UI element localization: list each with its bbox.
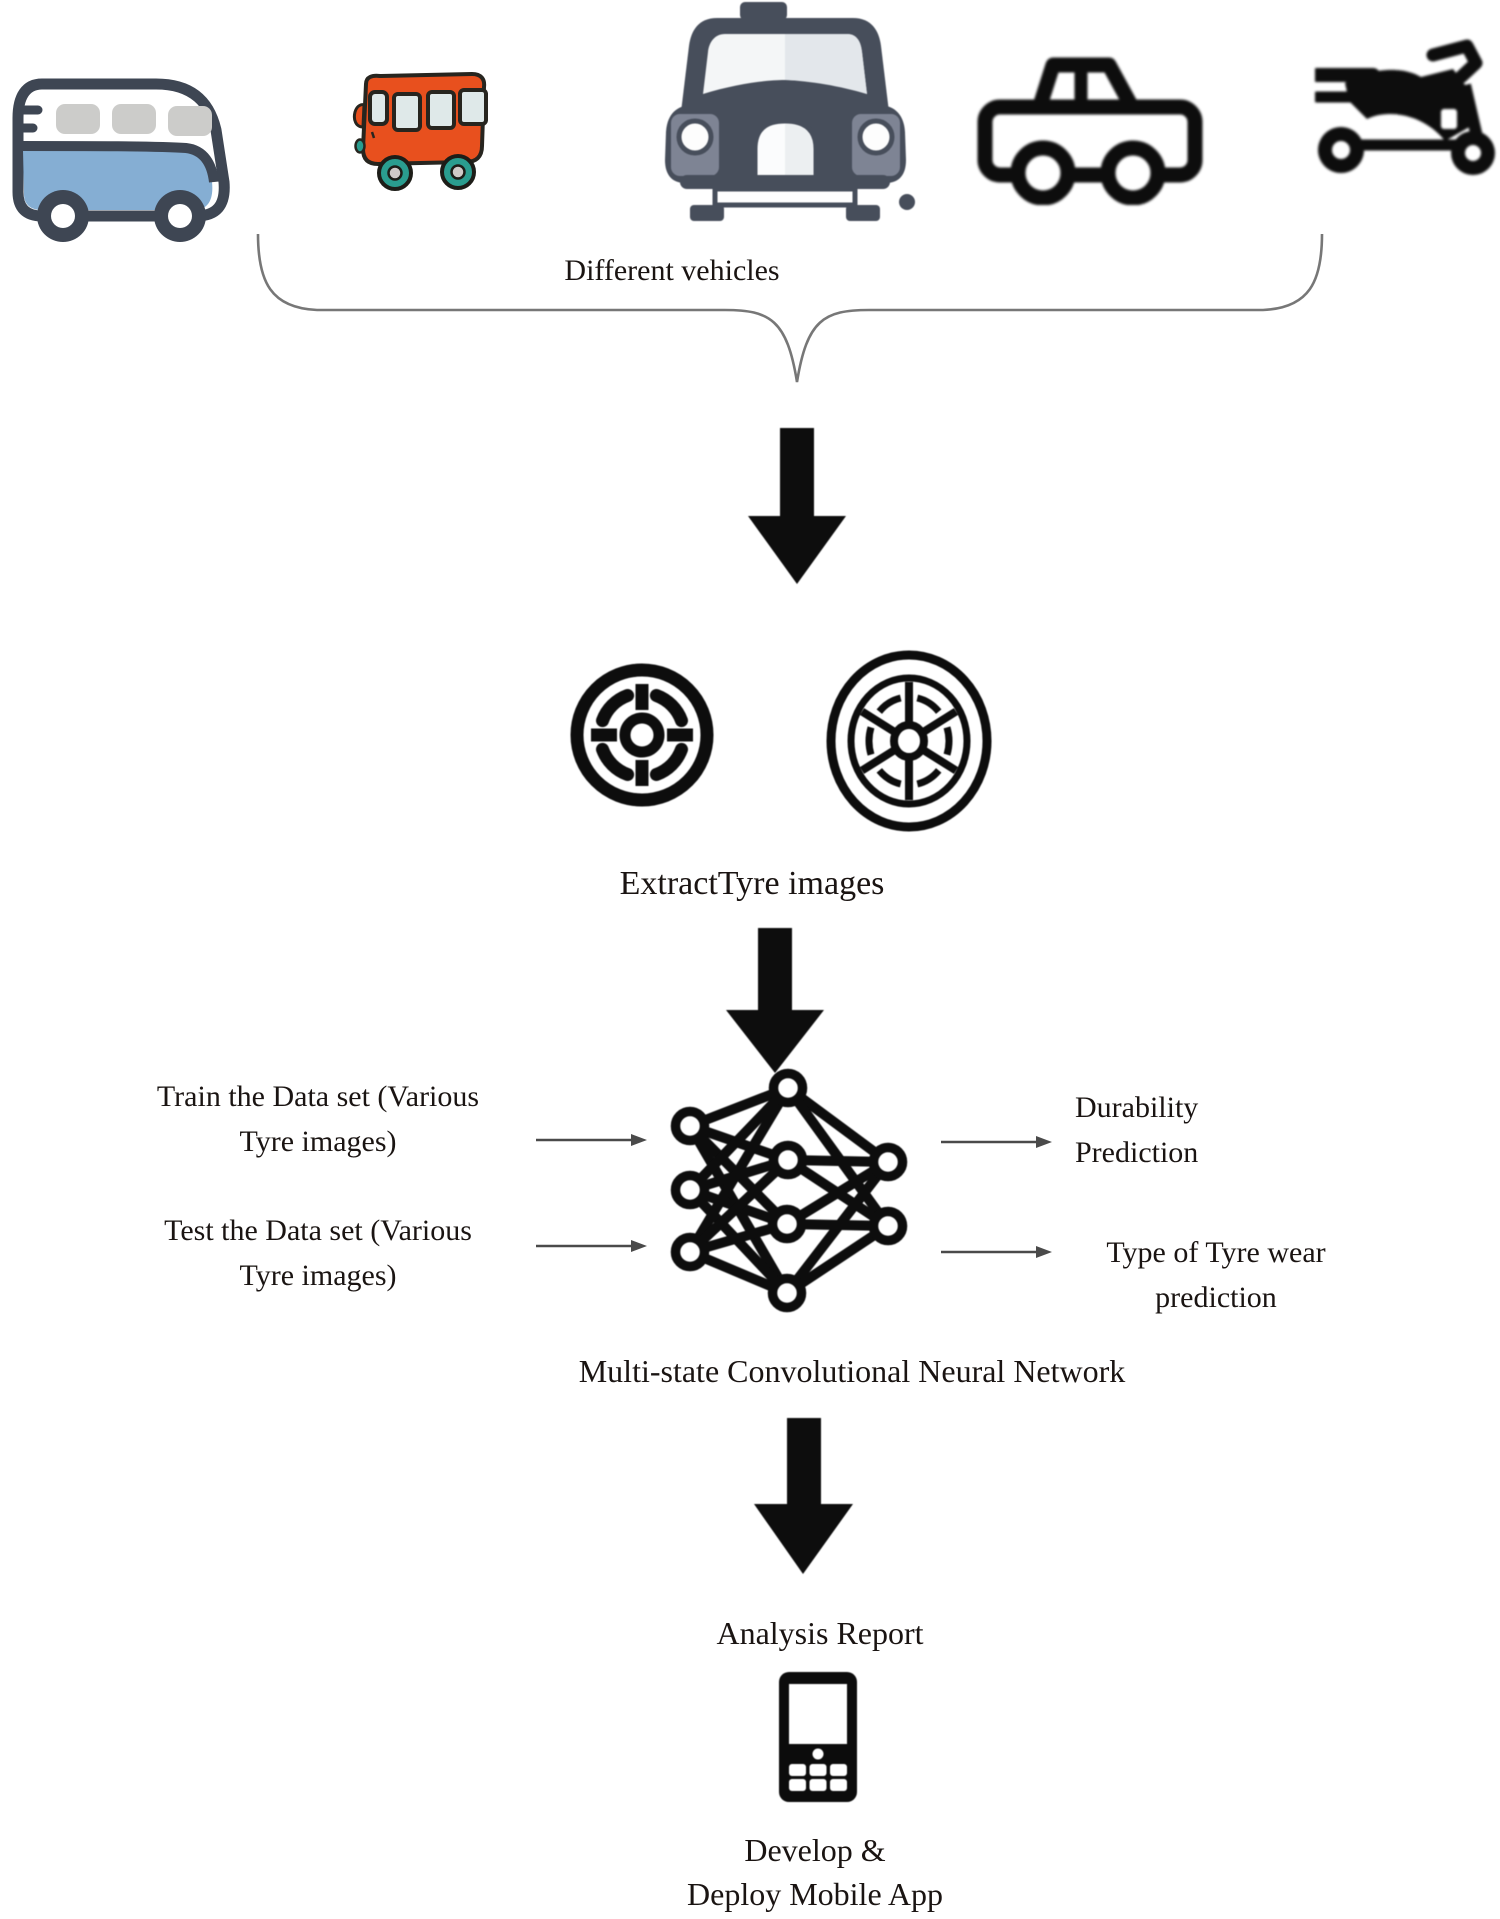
brace-shape bbox=[255, 232, 1325, 390]
van-icon bbox=[8, 70, 248, 260]
taxi-icon bbox=[655, 2, 915, 232]
tyre-wear-prediction-label bbox=[1075, 1230, 1357, 1320]
train-dataset-line2: Tyre images) bbox=[239, 1125, 397, 1158]
durability-prediction-label bbox=[1075, 1085, 1375, 1175]
right-arrow-icon bbox=[535, 1238, 648, 1254]
durability-line1: Durability bbox=[1075, 1091, 1199, 1124]
durability-line2: Prediction bbox=[1075, 1136, 1199, 1169]
analysis-report-label: Analysis Report bbox=[716, 1615, 924, 1651]
extract-tyre-label: ExtractTyre images bbox=[619, 865, 885, 902]
down-arrow-icon bbox=[747, 428, 847, 585]
spoked-tyre-icon bbox=[823, 650, 995, 832]
right-arrow-icon bbox=[940, 1244, 1053, 1260]
tyre-wear-line2: prediction bbox=[1155, 1281, 1277, 1314]
down-arrow-icon bbox=[753, 1418, 854, 1575]
tyre-wear-line1: Type of Tyre wear bbox=[1106, 1236, 1326, 1269]
test-dataset-label bbox=[68, 1208, 568, 1298]
bus-icon bbox=[350, 72, 495, 197]
cnn-caption: Multi-state Convolutional Neural Network bbox=[578, 1353, 1126, 1389]
down-arrow-icon bbox=[725, 928, 825, 1074]
train-dataset-label bbox=[68, 1074, 568, 1164]
neural-network-icon bbox=[660, 1068, 915, 1313]
plain-tyre-icon bbox=[565, 658, 720, 813]
right-arrow-icon bbox=[940, 1134, 1053, 1150]
test-dataset-line2: Tyre images) bbox=[239, 1259, 397, 1292]
develop-line1: Develop & bbox=[744, 1832, 886, 1868]
motorcycle-icon bbox=[1315, 25, 1500, 180]
car-icon bbox=[975, 45, 1205, 205]
different-vehicles-label: Different vehicles bbox=[564, 254, 780, 287]
right-arrow-icon bbox=[535, 1132, 648, 1148]
develop-deploy-label bbox=[615, 1828, 1015, 1916]
mobile-phone-icon bbox=[778, 1671, 858, 1803]
develop-line2: Deploy Mobile App bbox=[687, 1876, 943, 1912]
test-dataset-line1: Test the Data set (Various bbox=[164, 1214, 472, 1247]
train-dataset-line1: Train the Data set (Various bbox=[156, 1080, 480, 1113]
